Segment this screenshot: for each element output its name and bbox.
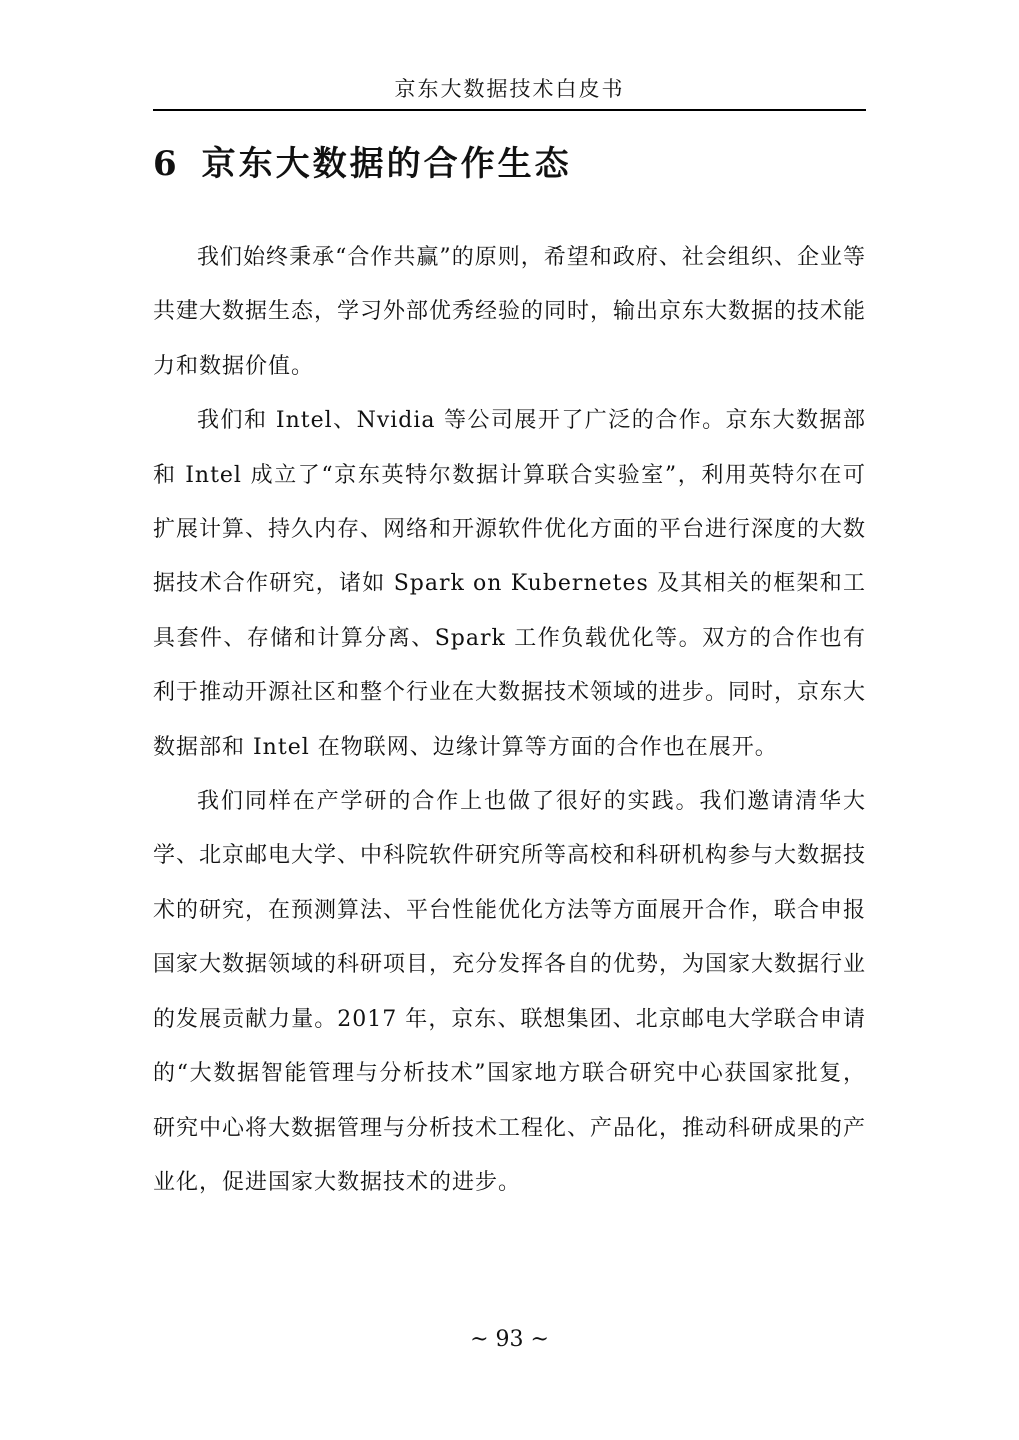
body-text [153, 231, 866, 1210]
paragraph: 我们始终秉承“合作共赢”的原则，希望和政府、社会组织、企业等共建大数据生态，学习外部优秀经验的同时，输出京东大数据的技术能力和数据价值。 [153, 245, 867, 379]
page-number: ~ 93 ~ [470, 1327, 549, 1352]
running-header: 京东大数据技术白皮书 [394, 77, 625, 101]
chapter-title-text: 京东大数据的合作生态 [201, 144, 572, 184]
paragraph: 我们同样在产学研的合作上也做了很好的实践。我们邀请清华大学、北京邮电大学、中科院软件研究所等高校和科研机构参与大数据技术的研究，在预测算法、平台性能优化方法等方面展开合作，联合申报国家大数据领域的科研项目，充分发挥各自的优势，为国家大数据行业的发展贡献力量。2017 年，京东、联想集团、北京邮电大学联合申请的“大数据智能管理与分析技术”国家地方联合研究中心获国家批复，研究中心将大数据管理与分析技术工程化、产品化，推动科研成果的产业化，促进国家大数据技术的进步。 [153, 789, 867, 1195]
paragraph: 我们和 Intel、Nvidia 等公司展开了广泛的合作。京东大数据部和 Intel 成立了“京东英特尔数据计算联合实验室”，利用英特尔在可扩展计算、持久内存、网络和开源软件优化方面的平台进行深度的大数据技术合作研究，诸如 Spark on Kubernetes 及其相关的框架和工具套件、存储和计算分离、Spark 工作负载优化等。双方的合作也有利于推动开源社区和整个行业在大数据技术领域的进步。同时，京东大数据部和 Intel 在物联网、边缘计算等方面的合作也在展开。 [153, 408, 867, 760]
chapter-number: 6 [153, 144, 180, 184]
chapter-title [153, 140, 866, 188]
header-divider [153, 109, 866, 111]
